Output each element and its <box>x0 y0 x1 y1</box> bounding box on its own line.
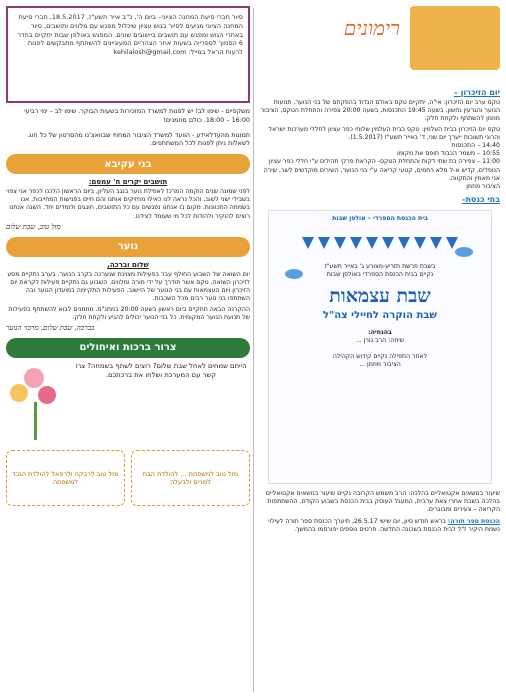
bnei-akiva-body: לפני שמונה שנים הוקמה המרכז לאפילת נוער בנגב העליון, ביום הראשון הלכנו לכפר אני צפוי בשבילי ישני לשוב, והכל נראה לנו כאילו מחזיקים אותנו והם חיים בפגישות המחייבות. אנו בשמחה התכוונות. מקום בו אנחנו נפגשים עם כל התושבים, חוגגים ולומדים יחד. השנה אנחנו רוצים להוקיר ולהודות לכל מי שעומד לצידנו. <box>6 188 250 220</box>
bnei-akiva-subheading: תושבים יקרים ח' עמסם: <box>88 178 168 187</box>
memorial-schedule-3: הציבור מוזמן <box>466 182 500 190</box>
flyer-line-0: בשבת פרשת תזריע-מצורע ג' באייר תשע"ז <box>324 262 436 270</box>
memorial-schedule-2: 11:00 – צפירה בת שתי דקות והתחלת הטקס- הקראת פרקי תהילים ע"י חללי כפר עציון הנופלים, קדיש א-ל מלא רחמים, קטעי קריאה ע"י בני הנוער, השירים מוקדשים לשר, שירה אני מאמין והתקווה. <box>263 158 500 182</box>
flag-icon <box>302 237 314 249</box>
flag-icon <box>318 237 330 249</box>
pomegranate-logo <box>410 6 500 70</box>
bnei-akiva-label: בני עקיבא <box>6 154 250 174</box>
shabbat-flyer <box>268 210 492 484</box>
flyer-title: שבת עצמאות <box>329 284 431 307</box>
bnei-akiva-sign: מזל טוב, שבת שלום <box>6 222 61 231</box>
noar-body2: ההקרנה הבאה תתקיים ביום ראשון בשעה 20:00 במתנ"ס. מוזמנים לבוא להשתתף בפעילות של תנועת הנוער המקומית. כל בני הנוער יכולים להגיע ולקחת חלק. <box>8 305 250 321</box>
flag-garland <box>269 237 491 249</box>
friends-box <box>6 6 250 103</box>
medical-notice: תמונות מהעדלאידע - הוועד למשרד הציבור המחוזי שבוואצ'נו מהסרטון של כל חוג. לשאלות ניתן לפנות לכל המשתתפים. <box>27 130 250 148</box>
flag-icon <box>414 237 426 249</box>
flyer-line-1: נקיים בבית הכנסת הספרדי באולפן שבות <box>326 270 434 278</box>
torah-heading: הכנסת ספר תורה: <box>447 517 500 525</box>
flowers-icon <box>6 362 66 444</box>
mishkafayim-notice: משקפיים - שימו לב! יש לפנות למשרד המזכירות בשעות הבוקר. שימו לב – ימי רביעי 16:00 – 18:00. כולם מוזמנים! <box>24 107 250 124</box>
wish-card: מזל טוב לרבקה ולרפאל להולדת הנכד למשפחה <box>6 450 125 506</box>
friends-text: סיור חברי סיעת המחנה הציוני– ביום ה', כ"ב אייר תשע"ז, 18.5.2017, חברי סיעת המחנה הציוני מגיעים לסיור בגוש עציון שיכלול מפגש עם מלווים ותושבים, סיור באתרי הגוש ומפגש עם תושבים ביישובים שונים. המפגש באולפן שבות יתקיים בחדר 6 הסמוך לספרייה בשעות אחר הצהריים המעוניינים להשתתף מתבקשים לפנות לרעות הראל במייל: kehilalosh@gmail.com <box>17 13 243 57</box>
wish-card: מזל טוב למשפחת ... להולדת הבת למרים ולבעלה <box>131 450 250 506</box>
torah-text: בראש חודש סיון, יום שישי 26.5.17, תיערך הכנסת ספר תורה לעילוי נשמת היקיר ז"ל לבית הכנסת בשכונה החדשה. פרטים נוספים יפורסמו בהמשך. <box>268 517 500 533</box>
greetings-question: הייתם שמחים לאחל שבת שלום? רוצים לשתף בשמחה? צרו קשר עם המערכת ושלחו את ברכתכם. <box>75 361 247 379</box>
wishes-row <box>6 450 250 506</box>
flyer-caption: בית הכנסת הספרדי – אולפן שבות <box>332 214 428 222</box>
rimon-banner <box>260 6 500 84</box>
noar-body: יום השואה של השבוע החולף עבר בפעילות מצוינת שנערכה בקרב הנוער. בערב נתקיים מסע לזיכרון השואה, טקס אשר תודרך על ידי מורה ומלווים. השבוע גם נתקיים פעילות לקראת יום הזיכרון ויום העצמאות עם בני הנוער של היישוב. הפעילות התקיימה במועדון הנוער ובה השתתפו בני נוער רבים מכל השכבות. <box>7 270 250 302</box>
memorial-schedule-0: 14:40 – התכנסות <box>451 142 500 150</box>
greetings-label: צרור ברכות ואיחולים <box>6 338 250 358</box>
column-divider <box>253 8 254 692</box>
noar-sign: בברכה, שבת שלום, מרכזי הנוער <box>6 323 95 332</box>
dove-icon <box>285 269 303 279</box>
flag-icon <box>382 237 394 249</box>
noar-label: נוער <box>6 237 250 257</box>
right-column <box>260 6 500 534</box>
greetings-area <box>6 362 250 444</box>
flag-icon <box>430 237 442 249</box>
dove-icon <box>455 247 473 257</box>
flyer-subtitle: שבת הוקרה לחיילי צה"ל <box>323 309 437 321</box>
flag-icon <box>446 237 458 249</box>
synagogues-heading: בתי כנסת- <box>462 194 500 204</box>
memorial-schedule-1: 10:55 – משמר הכבוד תופס את מקומו <box>397 150 500 158</box>
memorial-heading: יום הזיכרון – <box>453 88 500 97</box>
flag-icon <box>398 237 410 249</box>
memorial-p2: טקס יום הזיכרון בבית העלמין: טקס בבית העלמין שלוחי כפר עציון לחללי מערכות ישראל והרוגי תשובות ייערך יום שני, ד' באייר תשע"ז (1.5.2017). <box>268 126 500 142</box>
noar-subheading: שלום וברכה, <box>107 260 149 269</box>
sephardi-text: שיעור בנושאים אקטואליים בהלכה: הרב משמש הקרובה נקיים שיעור בנושאים אקטואליים בהלכה בשבת אחרי צאת ערבית, המעגל העוסק בבית הכנסת בשבוע הקודם. ההשתתפות הקריאה – צעירים ומבוגרים. <box>265 489 500 513</box>
left-column <box>6 6 250 506</box>
flag-icon <box>366 237 378 249</box>
newsletter-title: רימונים <box>343 16 400 40</box>
flyer-line-2: בהנחיה: <box>368 328 392 336</box>
flyer-line-4: לאחר התפילה נקיים קידוש הקהילה <box>332 353 428 360</box>
flyer-line-5: הציבור מוזמן ... <box>359 361 401 369</box>
flag-icon <box>350 237 362 249</box>
flag-icon <box>334 237 346 249</box>
memorial-p1: טקס ערב יום הזיכרון: אי"ה, יתקיים טקס באולם הגדוד בהפקתם של בני הנוער, תנועות הנוער והגרעין נחשון, בשעה 19:45 התכנסות, בשעה 20:00 צפירה והתחלת הטקס, הציבור מוזמן להשתתף ולקחת חלק. <box>260 99 500 123</box>
flyer-line-3: שיחה: הרב גורן ... <box>355 336 405 344</box>
